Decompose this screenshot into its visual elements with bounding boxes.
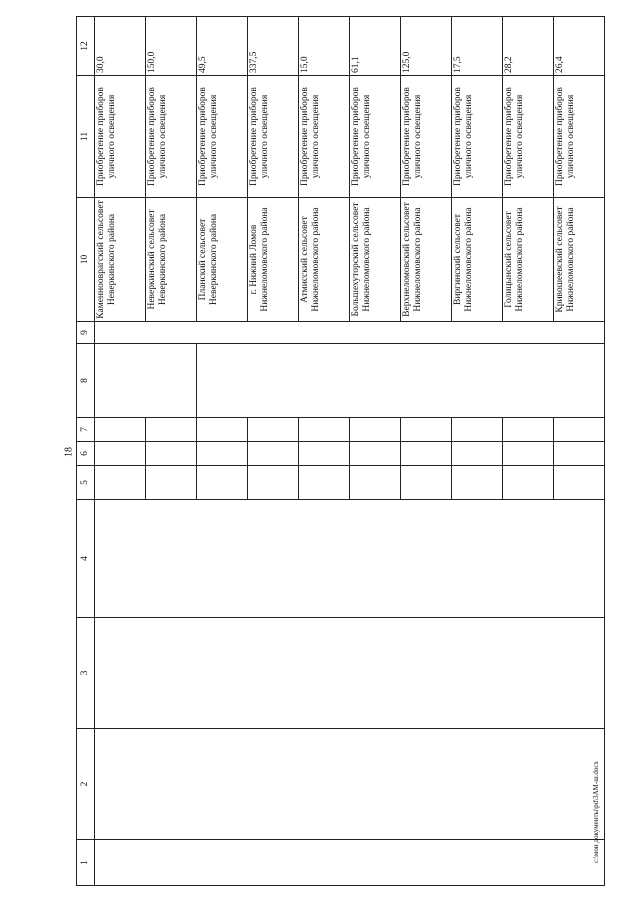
purpose-cell: Приобретение приборов уличного освещения bbox=[197, 76, 248, 198]
table-cell bbox=[503, 418, 554, 442]
purpose-cell: Приобретение приборов уличного освещения bbox=[554, 76, 605, 198]
recipient-cell: Верхнеломовский сельсовет Нижнеломовского района bbox=[401, 198, 452, 322]
purpose-cell: Приобретение приборов уличного освещения bbox=[503, 76, 554, 198]
table-cell bbox=[554, 466, 605, 500]
table-cell bbox=[248, 466, 299, 500]
footer-file-path: c:\мои документы\рd\3АМ-ш.docx bbox=[592, 761, 600, 863]
purpose-cell: Приобретение приборов уличного освещения bbox=[452, 76, 503, 198]
table-cell bbox=[503, 442, 554, 466]
recipient-cell: г. Нижний Ломов Нижнеломовского района bbox=[248, 198, 299, 322]
table-cell bbox=[95, 322, 605, 344]
table-cell bbox=[248, 418, 299, 442]
table-cell bbox=[248, 442, 299, 466]
purpose-cell: Приобретение приборов уличного освещения bbox=[95, 76, 146, 198]
recipient-cell: Атмисский сельсовет Нижнеломовского района bbox=[299, 198, 350, 322]
table-cell bbox=[299, 442, 350, 466]
purpose-cell: Приобретение приборов уличного освещения bbox=[401, 76, 452, 198]
column-number: 12 bbox=[77, 17, 95, 76]
purpose-cell: Приобретение приборов уличного освещения bbox=[299, 76, 350, 198]
table-row bbox=[95, 17, 146, 886]
amount-cell: 150,0 bbox=[146, 17, 197, 76]
table-cell bbox=[452, 418, 503, 442]
rotated-page-content bbox=[76, 17, 593, 886]
column-number: 6 bbox=[77, 442, 95, 466]
recipient-cell: Кривошеевский сельсовет Нижнеломовского района bbox=[554, 198, 605, 322]
table-cell bbox=[503, 466, 554, 500]
purpose-cell: Приобретение приборов уличного освещения bbox=[350, 76, 401, 198]
table-cell bbox=[350, 442, 401, 466]
recipient-cell: Неверкинский сельсовет Неверкинского района bbox=[146, 198, 197, 322]
table-cell bbox=[197, 466, 248, 500]
recipient-cell: Виргинский сельсовет Нижнеломовского района bbox=[452, 198, 503, 322]
table-cell bbox=[401, 418, 452, 442]
amount-cell: 337,5 bbox=[248, 17, 299, 76]
table-cell bbox=[452, 466, 503, 500]
amount-cell: 28,2 bbox=[503, 17, 554, 76]
recipient-cell: Большехуторский сельсовет Нижнеломовского района bbox=[350, 198, 401, 322]
table-cell bbox=[452, 442, 503, 466]
table-cell bbox=[95, 840, 605, 886]
table-cell bbox=[146, 466, 197, 500]
table-cell bbox=[95, 466, 146, 500]
column-number: 10 bbox=[77, 198, 95, 322]
purpose-cell: Приобретение приборов уличного освещения bbox=[248, 76, 299, 198]
table-cell bbox=[95, 344, 197, 418]
amount-cell: 15,0 bbox=[299, 17, 350, 76]
amount-cell: 49,5 bbox=[197, 17, 248, 76]
column-number: 2 bbox=[77, 729, 95, 840]
amount-cell: 30,0 bbox=[95, 17, 146, 76]
table-cell bbox=[146, 442, 197, 466]
purpose-cell: Приобретение приборов уличного освещения bbox=[146, 76, 197, 198]
recipient-cell: Каменнооврагский сельсовет Неверкинского района bbox=[95, 198, 146, 322]
table-cell bbox=[95, 729, 605, 840]
recipient-cell: Голицынский сельсовет Нижнеломовского района bbox=[503, 198, 554, 322]
table-cell bbox=[350, 418, 401, 442]
table-cell bbox=[146, 418, 197, 442]
column-number: 3 bbox=[77, 618, 95, 729]
table-cell bbox=[95, 418, 146, 442]
column-number: 8 bbox=[77, 344, 95, 418]
column-number-row bbox=[77, 17, 95, 886]
amount-cell: 125,0 bbox=[401, 17, 452, 76]
column-number: 9 bbox=[77, 322, 95, 344]
column-number: 11 bbox=[77, 76, 95, 198]
amount-cell: 17,5 bbox=[452, 17, 503, 76]
table-cell bbox=[197, 344, 605, 418]
table-cell bbox=[95, 500, 605, 618]
subsidy-table bbox=[76, 16, 605, 886]
table-cell bbox=[401, 442, 452, 466]
page-number: 18 bbox=[63, 447, 75, 457]
table-cell bbox=[197, 442, 248, 466]
table-cell bbox=[95, 618, 605, 729]
recipient-cell: Планский сельсовет Неверкинского района bbox=[197, 198, 248, 322]
table-cell bbox=[401, 466, 452, 500]
column-number: 1 bbox=[77, 840, 95, 886]
table-cell bbox=[554, 442, 605, 466]
table-cell bbox=[197, 418, 248, 442]
table-cell bbox=[350, 466, 401, 500]
table-cell bbox=[299, 418, 350, 442]
column-number: 7 bbox=[77, 418, 95, 442]
table-cell bbox=[95, 442, 146, 466]
table-cell bbox=[554, 418, 605, 442]
column-number: 5 bbox=[77, 466, 95, 500]
amount-cell: 61,1 bbox=[350, 17, 401, 76]
column-number: 4 bbox=[77, 500, 95, 618]
amount-cell: 26,4 bbox=[554, 17, 605, 76]
table-cell bbox=[299, 466, 350, 500]
